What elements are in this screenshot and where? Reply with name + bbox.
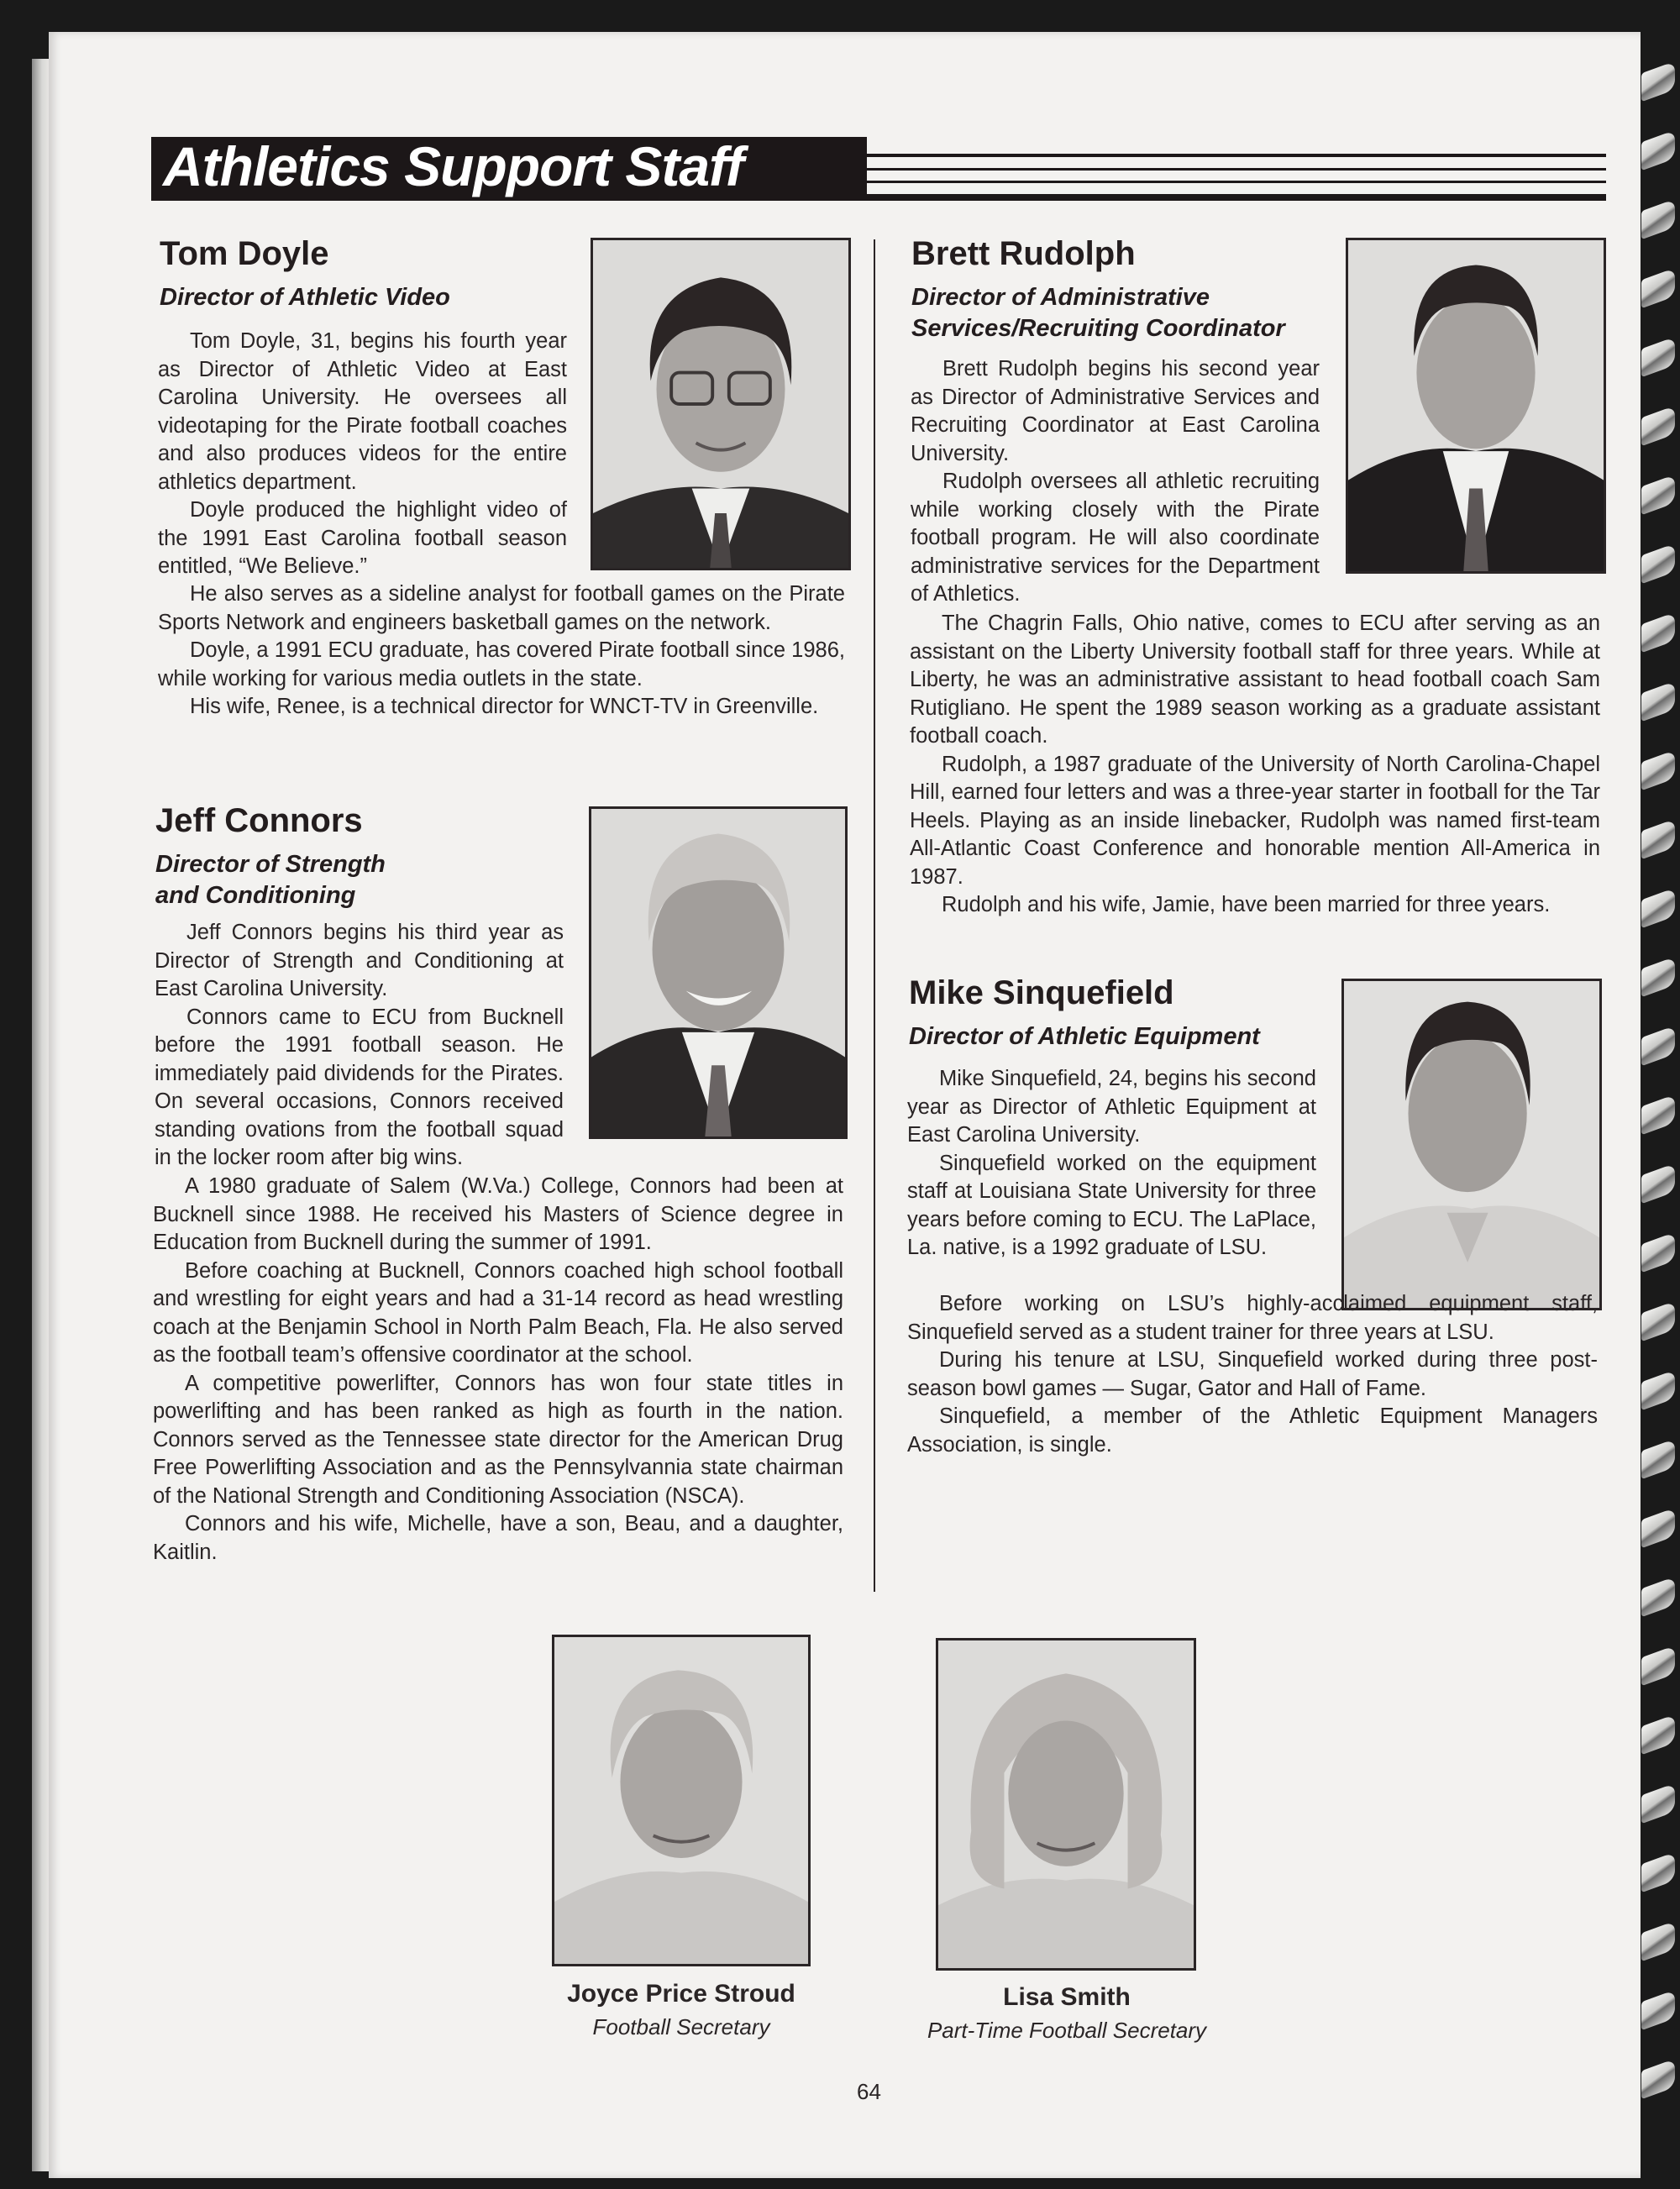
staff-title: Director of Athletic Video [160, 284, 450, 311]
binding-coil [1641, 130, 1675, 171]
binding-coil [1641, 1921, 1675, 1962]
page-edge [32, 59, 49, 2171]
bio-paragraph: Sinquefield worked on the equipment staff at Louisiana State University for three years before coming to ECU. The LaPlace, La. native, is a 1992 graduate of LSU. [907, 1151, 1316, 1259]
binding-coil [1641, 543, 1675, 585]
binding-coil [1641, 1646, 1675, 1687]
binding-coil [1641, 1301, 1675, 1342]
binding-coil [1641, 475, 1675, 516]
staff-title: Director of Athletic Equipment [909, 1023, 1260, 1050]
binding-coil [1641, 1990, 1675, 2031]
bio-paragraph: Rudolph oversees all athletic recruiting while working closely with the Pirate football program. He will also coordinate administrative services for the Department of Athletics. [911, 470, 1320, 606]
binding-coil [1641, 1852, 1675, 1893]
bio-paragraph: He also serves as a sideline analyst for football games on the Pirate Sports Network and engineers basketball games on the network. [158, 582, 845, 634]
binding-coil [1641, 1026, 1675, 1067]
header-rule [867, 168, 1606, 171]
binding-coil [1641, 1163, 1675, 1205]
staff-name: Mike Sinquefield [909, 974, 1174, 1011]
staff-name: Tom Doyle [160, 235, 329, 272]
staff-bio [907, 1290, 1598, 1459]
page-number: 64 [857, 2079, 881, 2104]
bio-paragraph: Before working on LSU’s highly-acclaimed equipment staff, Sinquefield served as a student trainer for three years at LSU. [907, 1292, 1598, 1344]
binding-coil [1641, 819, 1675, 860]
staff-bio [158, 580, 845, 722]
staff-bio [907, 1065, 1316, 1262]
binding-coil [1641, 681, 1675, 722]
binding-coil [1641, 337, 1675, 378]
photo-caption-title: Football Secretary [592, 2014, 770, 2039]
bio-paragraph: A competitive powerlifter, Connors has won four state titles in powerlifting and has been ranked as high as fourth in the nation. Connors served as the Tennessee state director for the American Drug Free Powerlifting Association and as the Pennsylvannia state chairman of the National Strength and Conditioning Association (NSCA). [153, 1371, 843, 1508]
bio-paragraph: During his tenure at LSU, Sinquefield worked during three post-season bowl games — Sugar, Gator and Hall of Fame. [907, 1348, 1598, 1400]
staff-bio [910, 610, 1600, 920]
binding-coil [1641, 61, 1675, 102]
staff-bio [153, 1173, 843, 1567]
page-title: Athletics Support Staff [163, 135, 743, 197]
bio-paragraph: Before coaching at Bucknell, Connors coached high school football and wrestling for eight years and had a 31-14 record as head wrestling coach at the Benjamin School in North Palm Beach, Fla. He also served as the football team’s offensive coordinator at the school. [153, 1258, 843, 1367]
bio-paragraph: Mike Sinquefield, 24, begins his second year as Director of Athletic Equipment at East Carolina University. [907, 1067, 1316, 1147]
binding-coil [1641, 268, 1675, 309]
staff-photo [936, 1638, 1196, 1971]
binding-coil [1641, 1232, 1675, 1273]
bio-paragraph: Jeff Connors begins his third year as Director of Strength and Conditioning at East Carolina University. [155, 921, 564, 1000]
staff-name: Jeff Connors [155, 802, 363, 839]
staff-title: Director of Strength and Conditioning [155, 851, 386, 909]
spiral-binding [1638, 67, 1680, 2134]
staff-photo [589, 806, 848, 1139]
bio-paragraph: Brett Rudolph begins his second year as Director of Administrative Services and Recruiting Coordinator at East Carolina University. [911, 357, 1320, 465]
binding-coil [1641, 1714, 1675, 1756]
bio-paragraph: The Chagrin Falls, Ohio native, comes to ECU after serving as an assistant on the Liberty University football staff for three years. While at Liberty, he was an administrative assistant to head football coach Sam Rutigliano. He spent the 1989 season working as a graduate assistant football coach. [910, 612, 1600, 748]
binding-coil [1641, 888, 1675, 929]
bio-paragraph: Doyle produced the highlight video of the 1991 East Carolina football season entitled, “We Believe.” [158, 498, 567, 578]
staff-photo [552, 1635, 811, 1966]
binding-coil [1641, 1508, 1675, 1549]
bio-paragraph: Connors and his wife, Michelle, have a son, Beau, and a daughter, Kaitlin. [153, 1512, 843, 1564]
bio-paragraph: Doyle, a 1991 ECU graduate, has covered Pirate football since 1986, while working for various media outlets in the state. [158, 638, 845, 690]
photo-caption-title: Part-Time Football Secretary [927, 2018, 1207, 2043]
staff-title: Director of Administrative Services/Recruiting Coordinator [911, 284, 1285, 342]
binding-coil [1641, 750, 1675, 791]
binding-coil [1641, 612, 1675, 654]
bio-paragraph: Sinquefield, a member of the Athletic Equipment Managers Association, is single. [907, 1404, 1598, 1457]
header-rule [867, 181, 1606, 183]
binding-coil [1641, 1094, 1675, 1136]
binding-coil [1641, 1439, 1675, 1480]
staff-photo [1346, 238, 1606, 574]
binding-coil [1641, 1783, 1675, 1824]
staff-bio [155, 919, 564, 1173]
bio-paragraph: Rudolph and his wife, Jamie, have been married for three years. [942, 893, 1551, 916]
binding-coil [1641, 1577, 1675, 1618]
bio-paragraph: Rudolph, a 1987 graduate of the University of North Carolina-Chapel Hill, earned four letters and was a three-year starter in football for the Tar Heels. Playing as an inside linebacker, Rudolph was named first-team All-Atlantic Coast Conference and honorable mention All-America in 1987. [910, 752, 1600, 889]
staff-bio [158, 328, 567, 581]
column-divider [874, 239, 875, 1592]
binding-coil [1641, 199, 1675, 240]
bio-paragraph: His wife, Renee, is a technical director for WNCT-TV in Greenville. [190, 695, 819, 718]
staff-photo [591, 238, 851, 570]
bio-paragraph: Tom Doyle, 31, begins his fourth year as Director of Athletic Video at East Carolina University. He oversees all videotaping for the Pirate football coaches and also produces videos for the entire athletics department. [158, 329, 567, 494]
header-rule [867, 194, 1606, 201]
binding-coil [1641, 406, 1675, 447]
staff-bio [911, 355, 1320, 609]
binding-coil [1641, 1370, 1675, 1411]
photo-caption-name: Joyce Price Stroud [567, 1980, 795, 2008]
header-rule [867, 154, 1606, 157]
staff-photo [1341, 979, 1602, 1310]
bio-paragraph: Connors came to ECU from Bucknell before the 1991 football season. He immediately paid dividends for the Pirates. On several occasions, Connors received standing ovations from the football squad in the locker room after big wins. [155, 1005, 564, 1169]
binding-coil [1641, 957, 1675, 998]
binding-coil [1641, 2059, 1675, 2100]
staff-name: Brett Rudolph [911, 235, 1136, 272]
bio-paragraph: A 1980 graduate of Salem (W.Va.) College, Connors had been at Bucknell since 1988. He received his Masters of Science degree in Education from Bucknell during the summer of 1991. [153, 1174, 843, 1254]
photo-caption-name: Lisa Smith [1003, 1983, 1131, 2011]
